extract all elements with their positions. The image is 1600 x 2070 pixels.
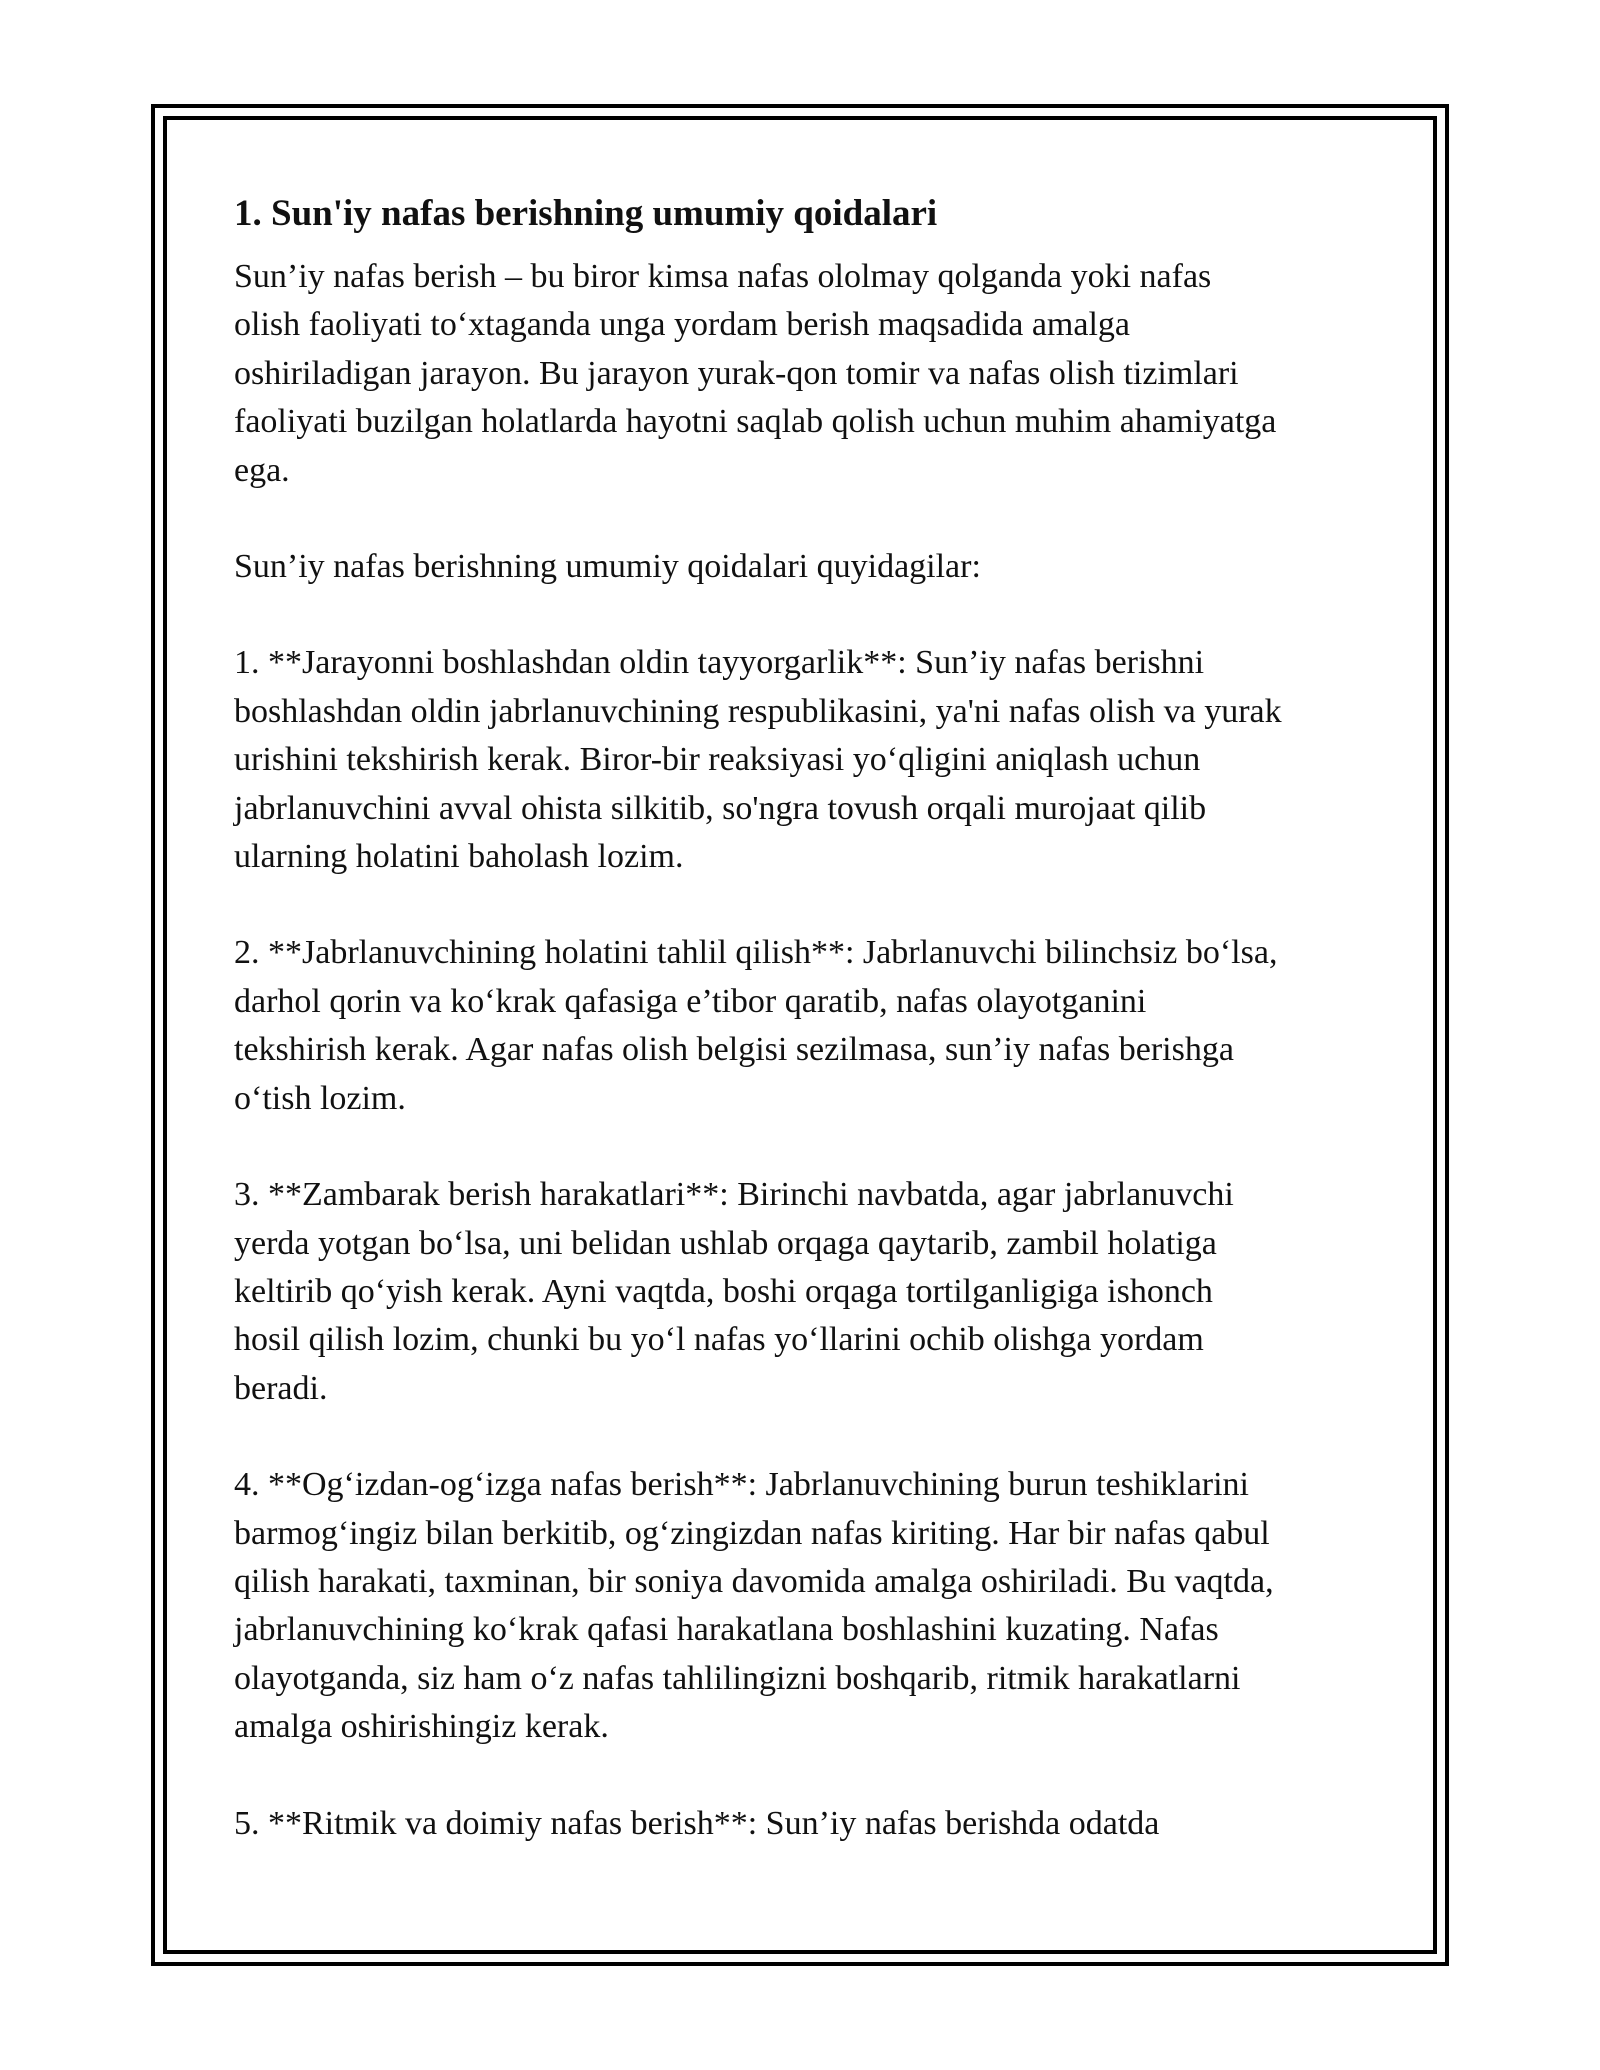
rule-item-4: 4. **Og‘izdan-og‘izga nafas berish**: Jabrlanuvchining burun teshiklarini barmog‘ingiz bilan berkitib, og‘zingizdan nafas kiriting. Har bir nafas qabul qilish harakati, taxminan, bir soniya davomida amalga oshiriladi. Bu vaqtda, jabrlanuvchining ko‘krak qafasi harakatlana boshlashini kuzating. Nafas olayotganda, siz ham o‘z nafas tahlilingizni boshqarib, ritmik harakatlarni amalga oshirishingiz kerak. xyxy=(234,1466,1274,1746)
rule-item-1: 1. **Jarayonni boshlashdan oldin tayyorgarlik**: Sun’iy nafas berishni boshlashdan oldin jabrlanuvchining respublikasini, ya'ni nafas olish va yurak urishini tekshirish kerak. Biror-bir reaksiyasi yo‘qligini aniqlash uchun jabrlanuvchini avval ohista silkitib, so'ngra tovush orqali murojaat qilib ularning holatini baholash lozim. xyxy=(234,644,1282,876)
rules-intro-paragraph: Sun’iy nafas berishning umumiy qoidalari quyidagilar: xyxy=(234,548,981,586)
rule-item-3: 3. **Zambarak berish harakatlari**: Birinchi navbatda, agar jabrlanuvchi yerda yotgan bo‘lsa, uni belidan ushlab orqaga qaytarib, zambil holatiga keltirib qo‘yish kerak. Ayni vaqtda, boshi orqaga tortilganligiga ishonch hosil qilish lozim, chunki bu yo‘l nafas yo‘llarini ochib olishga yordam beradi. xyxy=(234,1176,1234,1407)
rule-item-2: 2. **Jabrlanuvchining holatini tahlil qilish**: Jabrlanuvchi bilinchsiz bo‘lsa, darhol qorin va ko‘krak qafasiga e’tibor qaratib, nafas olayotganini tekshirish kerak. Agar nafas olish belgisi sezilmasa, sun’iy nafas berishga o‘tish lozim. xyxy=(234,934,1278,1117)
intro-paragraph: Sun’iy nafas berish – bu biror kimsa nafas ololmay qolganda yoki nafas olish faoliyati to‘xtaganda unga yordam berish maqsadida amalga oshiriladigan jarayon. Bu jarayon yurak-qon tomir va nafas olish tizimlari faoliyati buzilgan holatlarda hayotni saqlab qolish uchun muhim ahamiyatga ega. xyxy=(234,258,1277,489)
section-heading: 1. Sun'iy nafas berishning umumiy qoidalari xyxy=(234,193,938,234)
document-body xyxy=(234,186,1384,1896)
rule-item-5: 5. **Ritmik va doimiy nafas berish**: Sun’iy nafas berishda odatda xyxy=(234,1804,1160,1842)
